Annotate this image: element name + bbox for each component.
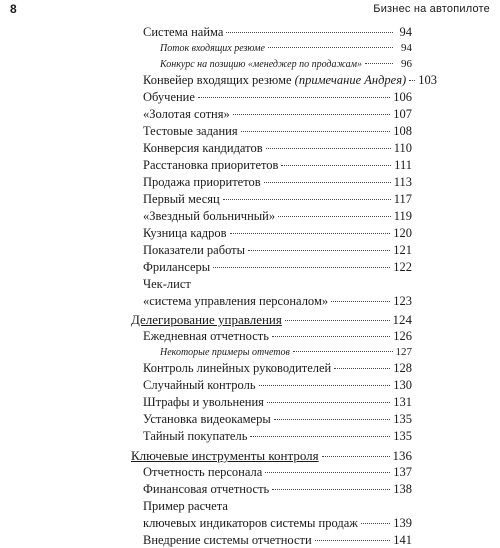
dot-leader (409, 80, 415, 81)
toc-entry[interactable] (143, 107, 412, 122)
toc-entry-title: Система найма (143, 25, 224, 39)
dot-leader (365, 63, 393, 64)
toc-page-number: 137 (393, 465, 412, 479)
toc-page-number: 122 (393, 260, 412, 274)
toc-entry-title: Ключевые инструменты контроля (131, 448, 319, 463)
toc-page-number: 96 (401, 58, 412, 70)
dot-leader (285, 320, 390, 321)
toc-entry-title: Продажа приоритетов (143, 175, 261, 189)
toc-page-number: 117 (393, 192, 412, 206)
toc-entry-title: «Звездный больничный» (143, 209, 276, 223)
toc-page-number: 124 (392, 312, 412, 327)
dot-leader (266, 148, 391, 149)
toc-page-number: 94 (399, 25, 412, 39)
toc-page-number: 119 (393, 209, 412, 223)
dot-leader (226, 32, 393, 33)
toc-entry-title: Фрилансеры (143, 260, 211, 274)
toc-entry[interactable] (143, 361, 412, 376)
dot-leader (361, 523, 390, 524)
toc-page-number: 120 (393, 226, 412, 240)
toc-page-number: 94 (401, 42, 412, 54)
toc-entry-title: Некоторые примеры отчетов (160, 347, 290, 358)
toc-entry-title: Делегирование управления (131, 312, 282, 327)
toc-entry-title: Тайный покупатель (143, 429, 248, 443)
toc-entry-title-line: Пример расчета (143, 499, 228, 513)
toc-subsection[interactable] (160, 345, 412, 360)
toc-entry[interactable] (143, 243, 412, 258)
dot-leader (322, 456, 390, 457)
toc-entry[interactable] (143, 158, 412, 173)
dot-leader (264, 182, 391, 183)
toc-entry[interactable] (143, 395, 412, 410)
toc-entry[interactable] (143, 260, 412, 275)
toc-page-number: 135 (393, 412, 412, 426)
toc-page-number: 113 (393, 175, 412, 189)
toc-entry-title: Отчетность персонала (143, 465, 263, 479)
toc-entry[interactable] (143, 378, 412, 393)
dot-leader (272, 489, 390, 490)
toc-page-number: 123 (393, 294, 412, 308)
toc-entry[interactable] (143, 294, 412, 309)
toc-entry[interactable] (143, 90, 412, 105)
dot-leader (268, 47, 393, 48)
toc-page-number: 111 (394, 158, 412, 172)
toc-chapter[interactable] (131, 448, 412, 463)
toc-entry[interactable] (143, 124, 412, 139)
toc-entry-title: Поток входящих резюме (160, 43, 265, 54)
toc-entry-title: Первый месяц (143, 192, 220, 206)
toc-page-number: 107 (393, 107, 412, 121)
toc-subsection[interactable] (160, 41, 412, 56)
dot-leader (230, 233, 391, 234)
dot-leader (233, 114, 391, 115)
toc-entry[interactable] (143, 329, 412, 344)
toc-page-number: 141 (393, 533, 412, 547)
toc-entry[interactable] (143, 226, 412, 241)
dot-leader (278, 216, 391, 217)
toc-entry-title: Ежедневная отчетность (143, 329, 269, 343)
dot-leader (213, 267, 390, 268)
toc-entry[interactable] (143, 465, 412, 480)
toc-entry-title: Обучение (143, 90, 195, 104)
toc-entry-title: Показатели работы (143, 243, 246, 257)
toc-page-number: 136 (392, 448, 412, 463)
toc-page-number: 126 (393, 329, 412, 343)
dot-leader (293, 351, 393, 352)
dot-leader (241, 131, 391, 132)
toc-entry-title: «Золотая сотня» (143, 107, 230, 121)
dot-leader (259, 385, 391, 386)
dot-leader (198, 97, 390, 98)
toc-page-number: 131 (393, 395, 412, 409)
dot-leader (274, 419, 391, 420)
dot-leader (315, 540, 391, 541)
toc-entry-title: Тестовые задания (143, 124, 238, 138)
dot-leader (334, 368, 390, 369)
toc-subsection[interactable] (160, 57, 412, 72)
toc-entry[interactable] (143, 175, 412, 190)
toc-entry[interactable] (143, 209, 412, 224)
toc-entry-title: Внедрение системы отчетности (143, 533, 312, 547)
toc-entry[interactable] (143, 141, 412, 156)
toc-entry-title: Конвейер входящих резюме (примечание Андрея) (143, 73, 407, 87)
toc-entry-note: (примечание Андрея) (294, 73, 407, 87)
toc-page-number: 135 (393, 429, 412, 443)
toc-entry-title-line: Чек-лист (143, 277, 191, 291)
toc-entry[interactable] (143, 429, 412, 444)
dot-leader (250, 436, 390, 437)
toc-page-number: 130 (393, 378, 412, 392)
toc-chapter[interactable] (131, 312, 412, 327)
toc-entry-title: Расстановка приоритетов (143, 158, 279, 172)
toc-entry-title: Конверсия кандидатов (143, 141, 263, 155)
dot-leader (272, 336, 390, 337)
toc-entry[interactable] (143, 192, 412, 207)
toc-page-number: 103 (418, 73, 437, 87)
toc-entry-title: Кузница кадров (143, 226, 227, 240)
dot-leader (331, 301, 390, 302)
toc-entry[interactable] (143, 412, 412, 427)
dot-leader (281, 165, 391, 166)
book-title: Бизнес на автопилоте (373, 3, 490, 15)
page-number: 8 (10, 2, 17, 16)
toc-entry-title: Штрафы и увольнения (143, 395, 264, 409)
toc-page-number: 128 (393, 361, 412, 375)
toc-entry[interactable] (143, 516, 412, 531)
dot-leader (248, 250, 390, 251)
toc-entry-title: Установка видеокамеры (143, 412, 271, 426)
toc-page-number: 127 (395, 346, 412, 358)
toc-entry[interactable] (143, 73, 437, 88)
toc-page-number: 139 (393, 516, 412, 530)
toc-entry-title: ключевых индикаторов системы продаж (143, 516, 358, 530)
toc-entry-title: «система управления персоналом» (143, 294, 329, 308)
dot-leader (265, 472, 390, 473)
toc-page-number: 110 (393, 141, 412, 155)
toc-entry-title: Финансовая отчетность (143, 482, 270, 496)
toc-page-number: 106 (393, 90, 412, 104)
dot-leader (267, 402, 390, 403)
toc-entry[interactable] (143, 25, 412, 40)
toc-entry-title: Конкурс на позицию «менеджер по продажам» (160, 59, 363, 70)
toc-entry-title: Случайный контроль (143, 378, 256, 392)
toc-entry[interactable] (143, 482, 412, 497)
toc-page-number: 138 (393, 482, 412, 496)
toc-page-number: 121 (393, 243, 412, 257)
dot-leader (223, 199, 391, 200)
toc-entry[interactable] (143, 533, 412, 548)
toc-entry-title: Контроль линейных руководителей (143, 361, 332, 375)
toc-page-number: 108 (393, 124, 412, 138)
